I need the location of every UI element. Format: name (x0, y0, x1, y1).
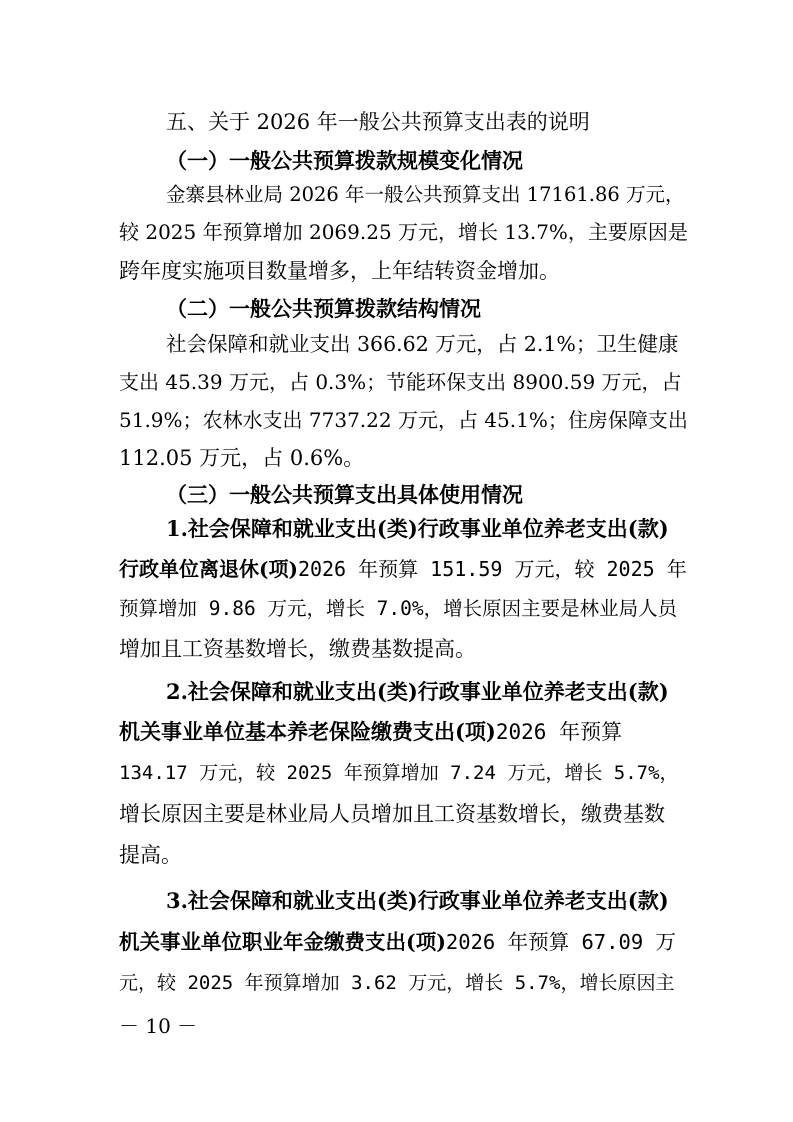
page-number: － 10 － (119, 1014, 198, 1038)
item-2-amount: 2026 年预算 (495, 720, 623, 744)
subsection-heading-usage: （三）一般公共预算支出具体使用情况 (166, 482, 523, 507)
paragraph-line: 增加且工资基数增长，缴费基数提高。 (119, 637, 476, 661)
paragraph-line: 预算增加 9.86 万元，增长 7.0%，增长原因主要是林业局人员 (119, 597, 678, 620)
paragraph-line: 社会保障和就业支出 366.62 万元，占 2.1%；卫生健康 (166, 332, 679, 356)
paragraph-line: 较 2025 年预算增加 2069.25 万元，增长 13.7%，主要原因是 (119, 220, 688, 244)
paragraph-line: 支出 45.39 万元，占 0.3%；节能环保支出 8900.59 万元，占 (119, 370, 682, 394)
subsection-heading-scale: （一）一般公共预算拨款规模变化情况 (166, 148, 523, 173)
paragraph-line: 51.9%；农林水支出 7737.22 万元，占 45.1%；住房保障支出 (119, 408, 688, 432)
item-3-line (119, 928, 676, 956)
subsection-heading-structure: （二）一般公共预算拨款结构情况 (166, 296, 481, 321)
item-3-amount: 2026 年预算 67.09 万 (445, 930, 677, 954)
item-1-line (119, 555, 687, 583)
item-3-project: 机关事业单位职业年金缴费支出(项) (119, 930, 446, 954)
paragraph-line: 提高。 (119, 843, 182, 867)
item-2-line (119, 718, 622, 746)
section-title: 五、关于 2026 年一般公共预算支出表的说明 (166, 110, 590, 134)
paragraph-line: 增长原因主要是林业局人员增加且工资基数增长，缴费基数 (119, 802, 665, 826)
item-2-project: 机关事业单位基本养老保险缴费支出(项) (119, 719, 496, 744)
item-3-title: 3.社会保障和就业支出(类)行政事业单位养老支出(款) (166, 888, 669, 913)
item-2-title: 2.社会保障和就业支出(类)行政事业单位养老支出(款) (166, 679, 669, 704)
paragraph-line: 元，较 2025 年预算增加 3.62 万元，增长 5.7%，增长原因主 (119, 972, 675, 994)
item-1-amount: 2026 年预算 151.59 万元，较 2025 年 (297, 557, 687, 581)
item-1-title: 1.社会保障和就业支出(类)行政事业单位养老支出(款) (166, 516, 669, 541)
item-1-project: 行政单位离退休(项) (119, 557, 298, 581)
paragraph-line: 跨年度实施项目数量增多，上年结转资金增加。 (119, 259, 560, 283)
paragraph-line: 134.17 万元，较 2025 年预算增加 7.24 万元，增长 5.7%， (119, 762, 679, 784)
paragraph-line: 金寨县林业局 2026 年一般公共预算支出 17161.86 万元， (166, 183, 685, 206)
paragraph-line: 112.05 万元，占 0.6%。 (119, 446, 365, 470)
